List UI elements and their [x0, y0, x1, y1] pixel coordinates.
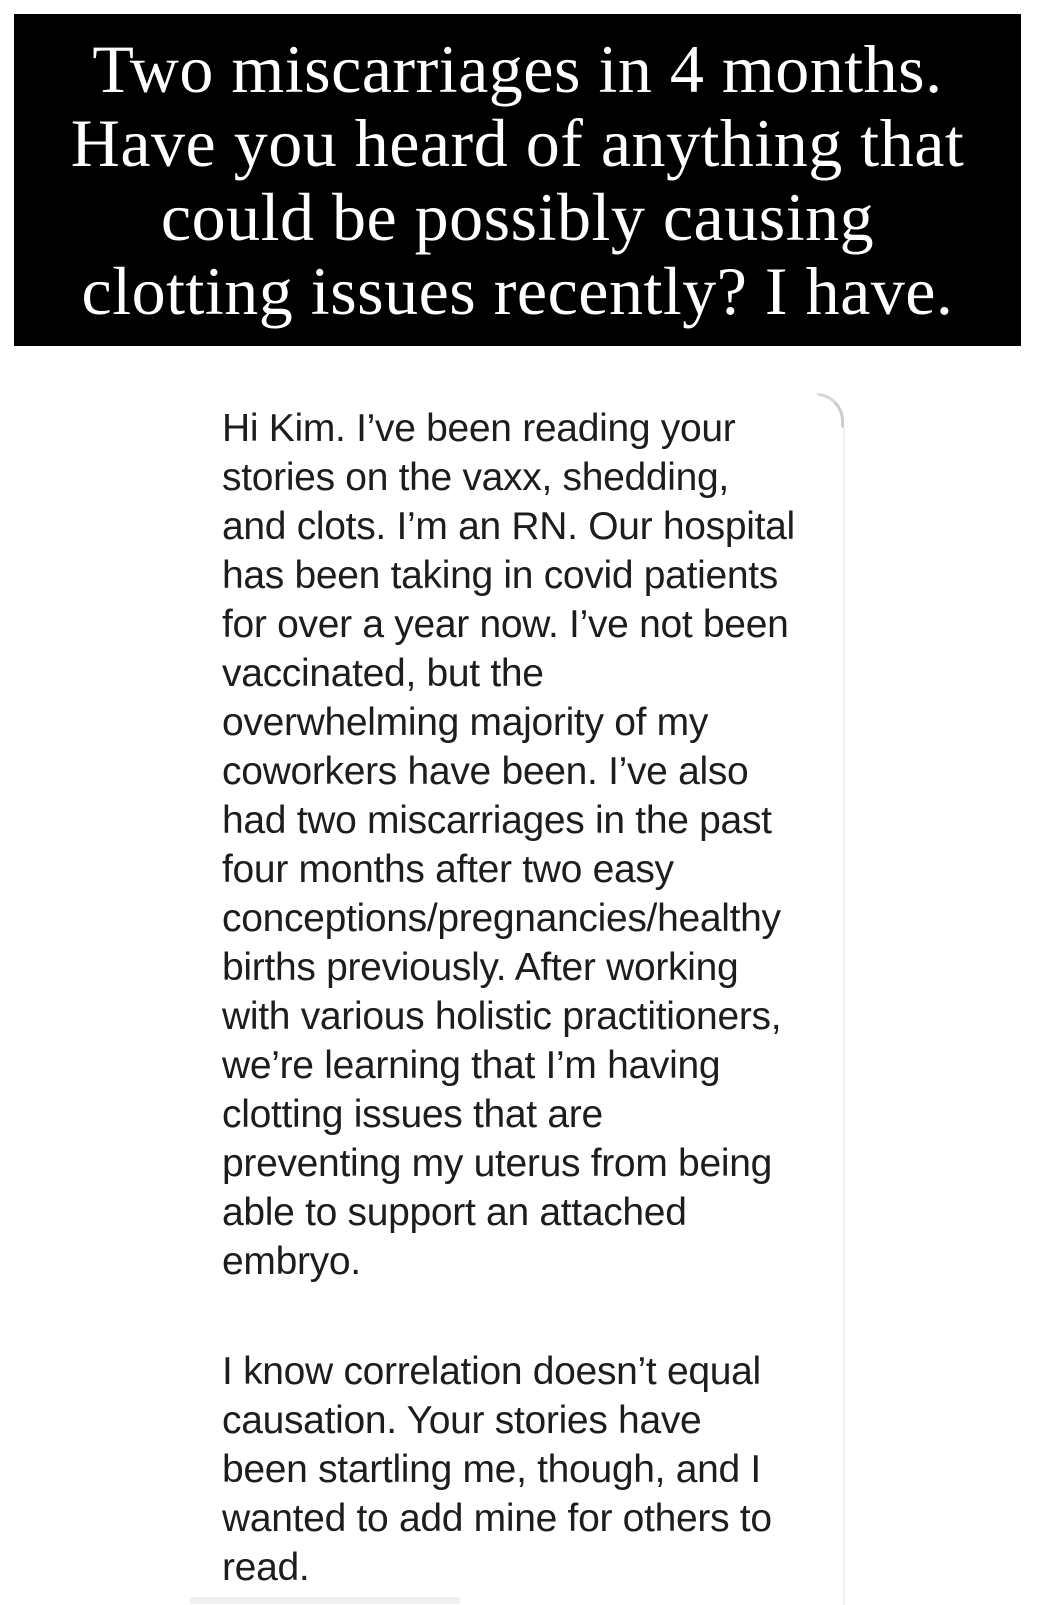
message-screenshot: [0, 346, 1048, 1605]
message-line: Hi Kim. I’ve been reading your: [222, 407, 736, 450]
message-line: we’re learning that I’m having: [222, 1044, 721, 1087]
message-line: had two miscarriages in the past: [222, 799, 772, 842]
message-line: with various holistic practitioners,: [222, 995, 782, 1038]
quote-banner: [14, 14, 1021, 346]
message-line: overwhelming majority of my: [222, 701, 709, 744]
message-line: stories on the vaxx, shedding,: [222, 456, 729, 499]
message-text: [222, 404, 832, 1605]
message-line: preventing my uterus from being: [222, 1142, 772, 1185]
message-line: has been taking in covid patients: [222, 554, 778, 597]
bubble-right-edge: [843, 428, 845, 1605]
message-line: been startling me, though, and I: [222, 1448, 761, 1491]
message-line: able to support an attached: [222, 1191, 687, 1234]
message-line: read.: [222, 1546, 310, 1589]
quote-banner-line: could be possibly causing: [160, 179, 875, 255]
message-line: I know correlation doesn’t equal: [222, 1350, 761, 1393]
quote-banner-line: Two miscarriages in 4 months.: [92, 31, 943, 107]
message-paragraph-2: [222, 1347, 832, 1592]
message-line: vaccinated, but the: [222, 652, 544, 695]
message-line: births previously. After working: [222, 946, 739, 989]
message-paragraph-1: [222, 404, 832, 1286]
message-line: and clots. I’m an RN. Our hospital: [222, 505, 795, 548]
quote-banner-line: Have you heard of anything that: [70, 105, 965, 181]
message-line: for over a year now. I’ve not been: [222, 603, 789, 646]
message-line: wanted to add mine for others to: [222, 1497, 772, 1540]
message-line: coworkers have been. I’ve also: [222, 750, 749, 793]
message-line: embryo.: [222, 1240, 361, 1283]
message-line: causation. Your stories have: [222, 1399, 702, 1442]
quote-banner-line: clotting issues recently? I have.: [81, 253, 954, 329]
message-line: four months after two easy: [222, 848, 674, 891]
message-line: clotting issues that are: [222, 1093, 603, 1136]
message-line: conceptions/pregnancies/healthy: [222, 897, 781, 940]
